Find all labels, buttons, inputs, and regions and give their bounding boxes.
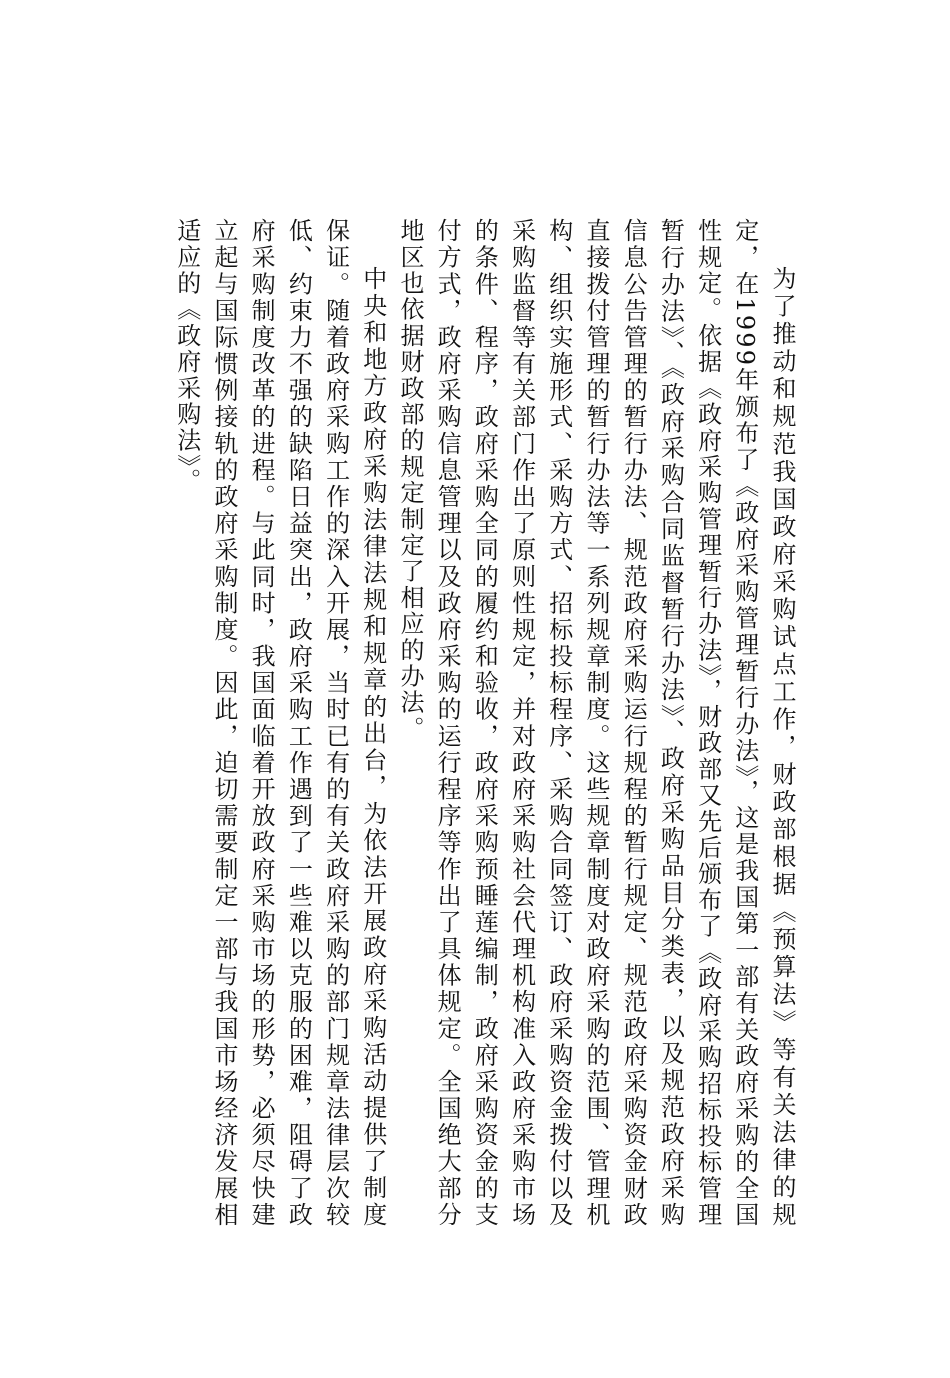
paragraph-2: 中央和地方政府采购法律法规和规章的出台，为依法开展政府采购活动提供了制度保证。随着政府采购工作的深入开展，当时已有的有关政府采购的部门规章法律层次较低、约束力不强的缺陷日益突出，政府采购工作遇到了一些难以克服的困难，阻碍了政府采购制度改革的进程。与此同时，我国面临着开放政府采购市场的形势，必须尽快建立起与国际惯例接轨的政府采购制度。因此，迫切需要制定一部与我国市场经济发展相适应的《政府采购法》。 <box>172 218 387 1228</box>
paragraph-1: 为了推动和规范我国政府采购试点工作，财政部根据《预算法》等有关法律的规定，在1999年颁布了《政府采购管理暂行办法》，这是我国第一部有关政府采购的全国性规定。依据《政府采购管理暂行办法》，财政部又先后颁布了《政府采购招标投标管理暂行办法》、《政府采购合同监督暂行办法》、政府采购品目分类表，以及规范政府采购信息公告管理的暂行办法、规范政府采购运行规程的暂行规定、规范政府采购资金财政直接拨付管理的暂行办法等一系列规章制度。这些规章制度对政府采购的范围、管理机构、组织实施形式、采购方式、招标投标程序、采购合同签订、政府采购资金拨付以及采购监督等有关部门作出了原则性规定，并对政府采购社会代理机构准入政府采购市场的条件、程序，政府采购全同的履约和验收，政府采购预睡莲编制，政府采购资金的支付方式，政府采购信息管理以及政府采购的运行程序等作出了具体规定。全国绝大部分地区也依据财政部的规定制定了相应的办法。 <box>395 218 796 1228</box>
body-text <box>168 218 800 1228</box>
